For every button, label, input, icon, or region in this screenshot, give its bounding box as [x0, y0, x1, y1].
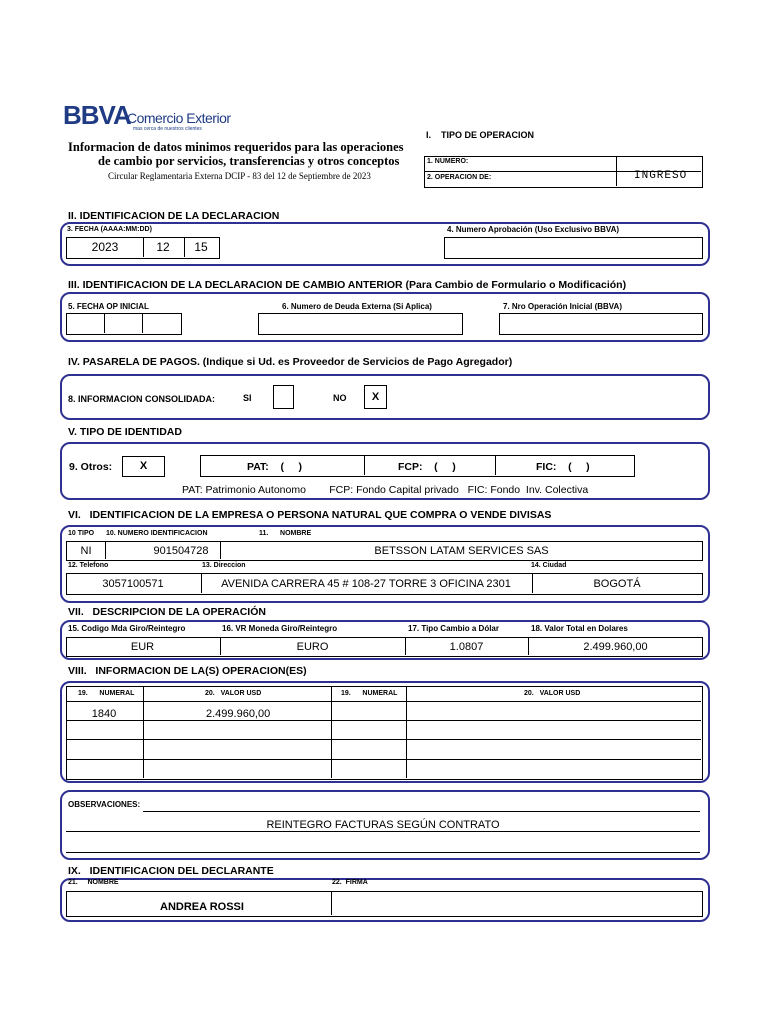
- valor-cell[interactable]: 2.499.960,00: [206, 708, 271, 720]
- vr-value[interactable]: EURO: [296, 641, 329, 653]
- declarante-nombre-value[interactable]: ANDREA ROSSI: [160, 901, 244, 913]
- form-title-line2: de cambio por servicios, transferencias y otros conceptos: [98, 154, 400, 168]
- nombre-value[interactable]: BETSSON LATAM SERVICES SAS: [374, 545, 549, 557]
- numeral-cell[interactable]: 1840: [91, 708, 117, 720]
- firma-label: 22. FIRMA: [332, 879, 368, 886]
- si-label: SI: [243, 393, 252, 403]
- section9-title: IX. IDENTIFICACION DEL DECLARANTE: [68, 865, 274, 877]
- valor-header-2: 20. VALOR USD: [524, 690, 581, 697]
- telefono-label: 12. Telefono: [68, 562, 109, 569]
- numeral-header-2: 19. NUMERAL: [341, 690, 398, 697]
- deuda-label: 6. Numero de Deuda Externa (Si Aplica): [282, 302, 432, 311]
- section6-title: VI. IDENTIFICACION DE LA EMPRESA O PERSONA NATURAL QUE COMPRA O VENDE DIVISAS: [68, 509, 552, 521]
- vr-label: 16. VR Moneda Giro/Reintegro: [222, 624, 338, 633]
- ciudad-value[interactable]: BOGOTÁ: [593, 578, 641, 590]
- info-consolidada-label: 8. INFORMACION CONSOLIDADA:: [68, 394, 215, 404]
- operacion-field[interactable]: INGRESO: [634, 170, 688, 182]
- fecha-month[interactable]: 12: [156, 240, 170, 254]
- fecha-label: 3. FECHA (AAAA:MM:DD): [67, 226, 152, 233]
- fecha-op-label: 5. FECHA OP INICIAL: [68, 302, 149, 311]
- no-label: NO: [333, 393, 347, 403]
- fecha-year[interactable]: 2023: [91, 240, 119, 254]
- valor-total-value[interactable]: 2.499.960,00: [583, 641, 648, 653]
- codigo-value[interactable]: EUR: [130, 641, 155, 653]
- declarante-nombre-label: 21. NOMBRE: [68, 879, 119, 886]
- brand-sub: Comercio Exterior: [127, 110, 231, 126]
- numero-field[interactable]: [618, 158, 702, 170]
- observaciones-label: OBSERVACIONES:: [68, 800, 141, 809]
- valor-header-1: 20. VALOR USD: [205, 690, 262, 697]
- direccion-label: 13. Direccion: [202, 562, 246, 569]
- otros-label: 9. Otros:: [69, 461, 113, 473]
- fecha-day[interactable]: 15: [194, 240, 208, 254]
- otros-checkbox[interactable]: X: [122, 456, 165, 477]
- section4-title: IV. PASARELA DE PAGOS. (Indique si Ud. es Proveedor de Servicios de Pago Agregador): [68, 356, 513, 368]
- pat-option[interactable]: PAT: ( ): [247, 461, 303, 473]
- nro-op-label: 7. Nro Operación Inicial (BBVA): [503, 302, 622, 311]
- section7-title: VII. DESCRIPCION DE LA OPERACIÓN: [68, 606, 266, 618]
- fecha-op-field[interactable]: [66, 313, 182, 335]
- valor-total-label: 18. Valor Total en Dolares: [531, 624, 628, 633]
- form-title-line1: Informacion de datos minimos requeridos para las operaciones: [68, 140, 404, 154]
- operaciones-table: [66, 686, 703, 780]
- fic-option[interactable]: FIC: ( ): [536, 461, 590, 473]
- brand-tagline: mas cerca de nuestros clientes: [133, 126, 202, 132]
- section3-title: III. IDENTIFICACION DE LA DECLARACION DE CAMBIO ANTERIOR (Para Cambio de Formulario o Modificación): [68, 279, 627, 291]
- circular-reference: Circular Reglamentaria Externa DCIP - 83 del 12 de Septiembre de 2023: [108, 171, 371, 181]
- observaciones-line2: [66, 831, 700, 832]
- brand-name: BBVA: [63, 100, 131, 130]
- section8-title: VIII. INFORMACION DE LA(S) OPERACION(ES): [68, 665, 307, 677]
- numeral-header-1: 19. NUMERAL: [78, 690, 135, 697]
- nro-op-field[interactable]: [499, 313, 703, 335]
- numero-id-label: 10. NUMERO IDENTIFICACION: [106, 530, 208, 537]
- aprobacion-field[interactable]: [444, 237, 703, 259]
- observaciones-line1: [143, 811, 700, 812]
- observaciones-value[interactable]: REINTEGRO FACTURAS SEGÚN CONTRATO: [266, 819, 500, 831]
- tipo-id-label: 10 TIPO: [68, 530, 95, 537]
- si-checkbox[interactable]: [273, 385, 294, 409]
- ciudad-label: 14. Ciudad: [531, 562, 567, 569]
- section5-title: V. TIPO DE IDENTIDAD: [68, 426, 182, 438]
- codigo-label: 15. Codigo Mda Giro/Reintegro: [68, 624, 186, 633]
- operacion-label: 2. OPERACION DE:: [427, 174, 492, 181]
- identidad-legend: PAT: Patrimonio Autonomo FCP: Fondo Capital privado FIC: Fondo Inv. Colectiva: [182, 484, 589, 496]
- no-checkbox[interactable]: X: [364, 385, 387, 409]
- observaciones-line3: [66, 852, 700, 853]
- telefono-value[interactable]: 3057100571: [102, 578, 164, 590]
- firma-field[interactable]: [334, 893, 700, 915]
- tipo-cambio-value[interactable]: 1.0807: [449, 641, 484, 653]
- bbva-logo: [63, 100, 233, 136]
- numero-id-value[interactable]: 901504728: [153, 545, 209, 557]
- direccion-value[interactable]: AVENIDA CARRERA 45 # 108-27 TORRE 3 OFICINA 2301: [221, 578, 511, 590]
- deuda-field[interactable]: [258, 313, 463, 335]
- nombre-label: 11. NOMBRE: [259, 530, 312, 537]
- fcp-option[interactable]: FCP: ( ): [398, 461, 456, 473]
- section2-title: II. IDENTIFICACION DE LA DECLARACION: [68, 210, 280, 222]
- section1-title: I. TIPO DE OPERACION: [426, 130, 535, 140]
- tipo-id-value[interactable]: NI: [80, 545, 92, 557]
- tipo-cambio-label: 17. Tipo Cambio a Dólar: [408, 624, 499, 633]
- aprobacion-label: 4. Numero Aprobación (Uso Exclusivo BBVA): [447, 225, 620, 234]
- numero-label: 1. NUMERO:: [427, 158, 469, 165]
